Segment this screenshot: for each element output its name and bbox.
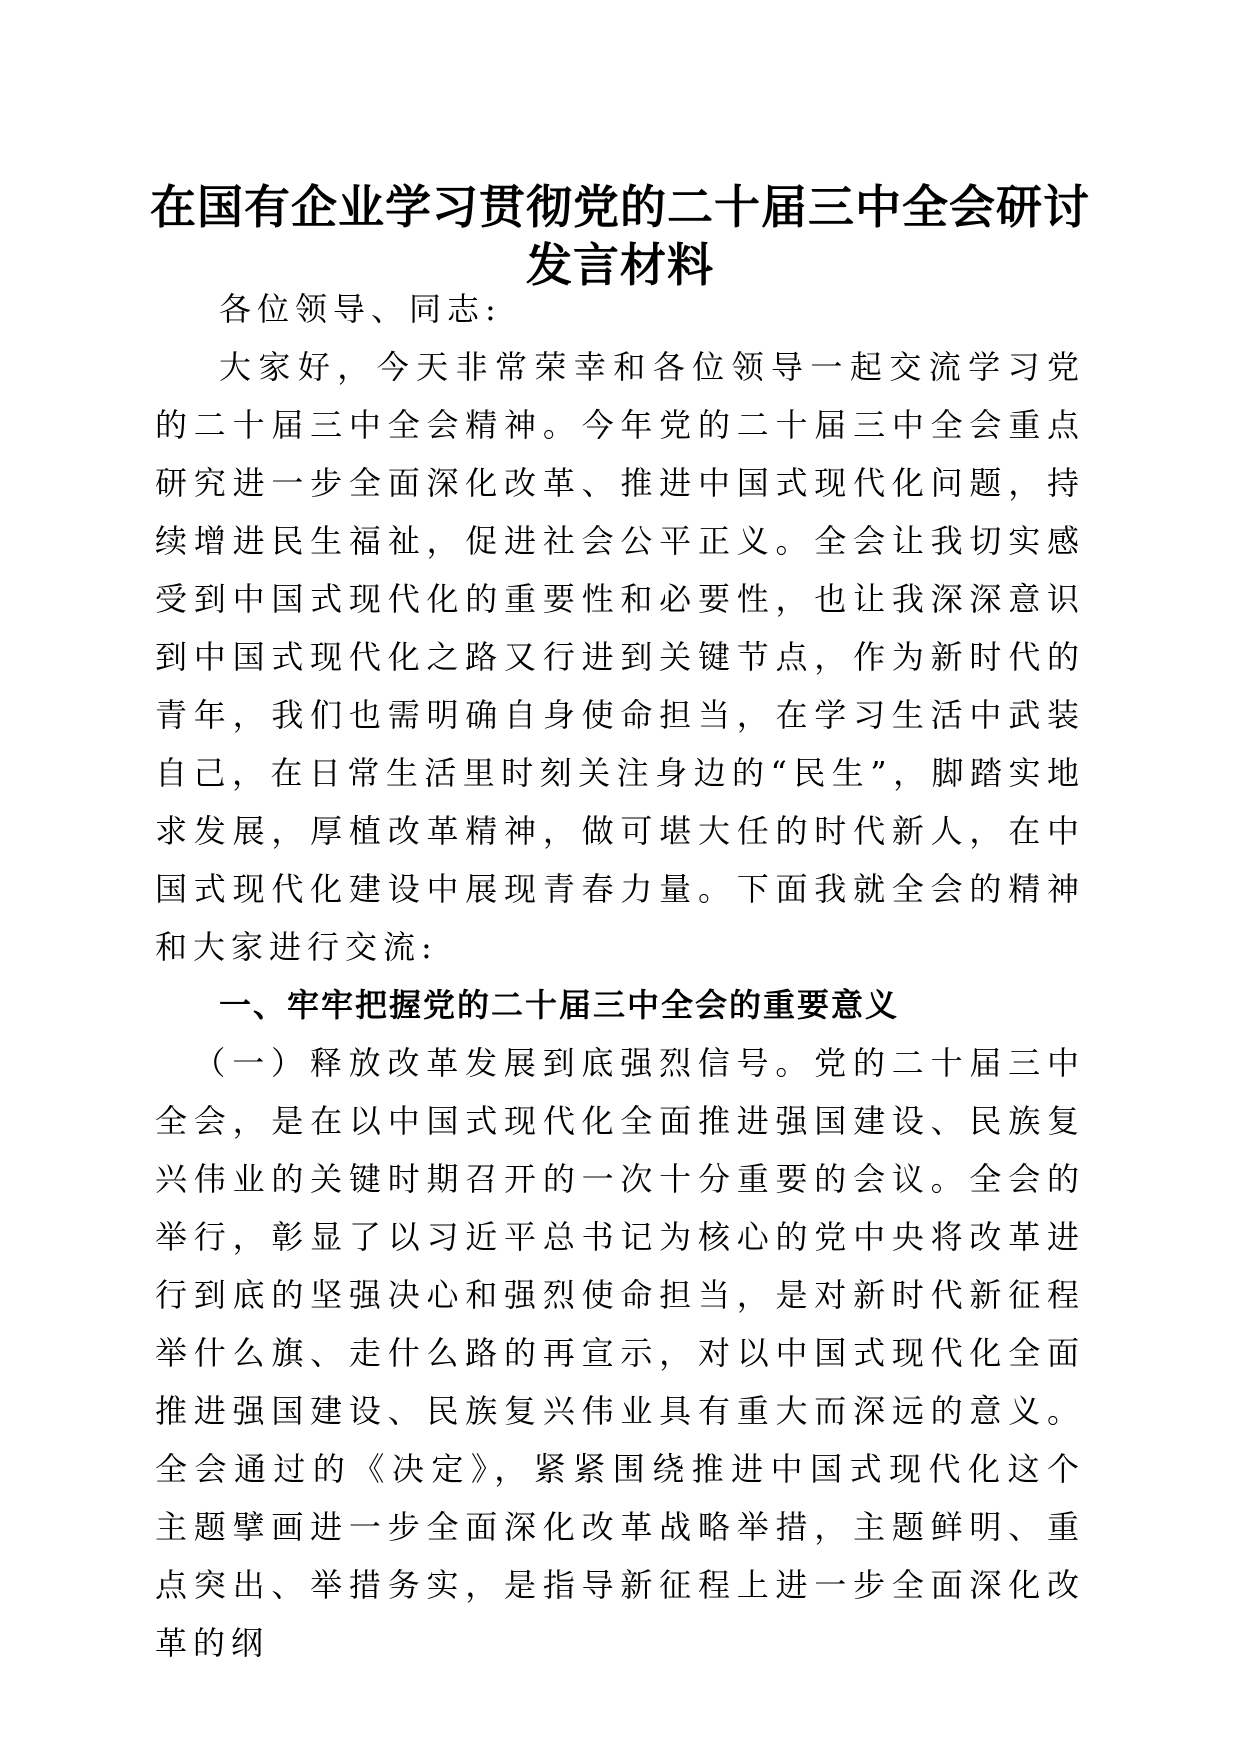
salutation: 各位领导、同志: (219, 290, 502, 328)
intro-paragraph: 大家好，今天非常荣幸和各位领导一起交流学习党的二十届三中全会精神。今年党的二十届三中全会重点研究进一步全面深化改革、推进中国式现代化问题，持续增进民生福祉，促进社会公平正义。全会让我切实感受到中国式现代化的重要性和必要性，也让我深深意识到中国式现代化之路又行进到关键节点，作为新时代的青年，我们也需明确自身使命担当，在学习生活中武装自己，在日常生活里时刻关注身边的“民生”，脚踏实地求发展，厚植改革精神，做可堪大任的时代新人，在中国式现代化建设中展现青春力量。下面我就全会的精神和大家进行交流: (155, 348, 1085, 966)
document-title: 在国有企业学习贯彻党的二十届三中全会研讨发言材料 (150, 180, 1090, 292)
section-heading: 一、牢牢把握党的二十届三中全会的重要意义 (219, 986, 900, 1024)
document-body (155, 280, 1085, 1672)
subsection-paragraph: （一）释放改革发展到底强烈信号。党的二十届三中全会，是在以中国式现代化全面推进强国建设、民族复兴伟业的关键时期召开的一次十分重要的会议。全会的举行，彰显了以习近平总书记为核心的党中央将改革进行到底的坚强决心和强烈使命担当，是对新时代新征程举什么旗、走什么路的再宣示，对以中国式现代化全面推进强国建设、民族复兴伟业具有重大而深远的意义。全会通过的《决定》，紧紧围绕推进中国式现代化这个主题擘画进一步全面深化改革战略举措，主题鲜明、重点突出、举措务实，是指导新征程上进一步全面深化改革的纲 (155, 1044, 1085, 1662)
